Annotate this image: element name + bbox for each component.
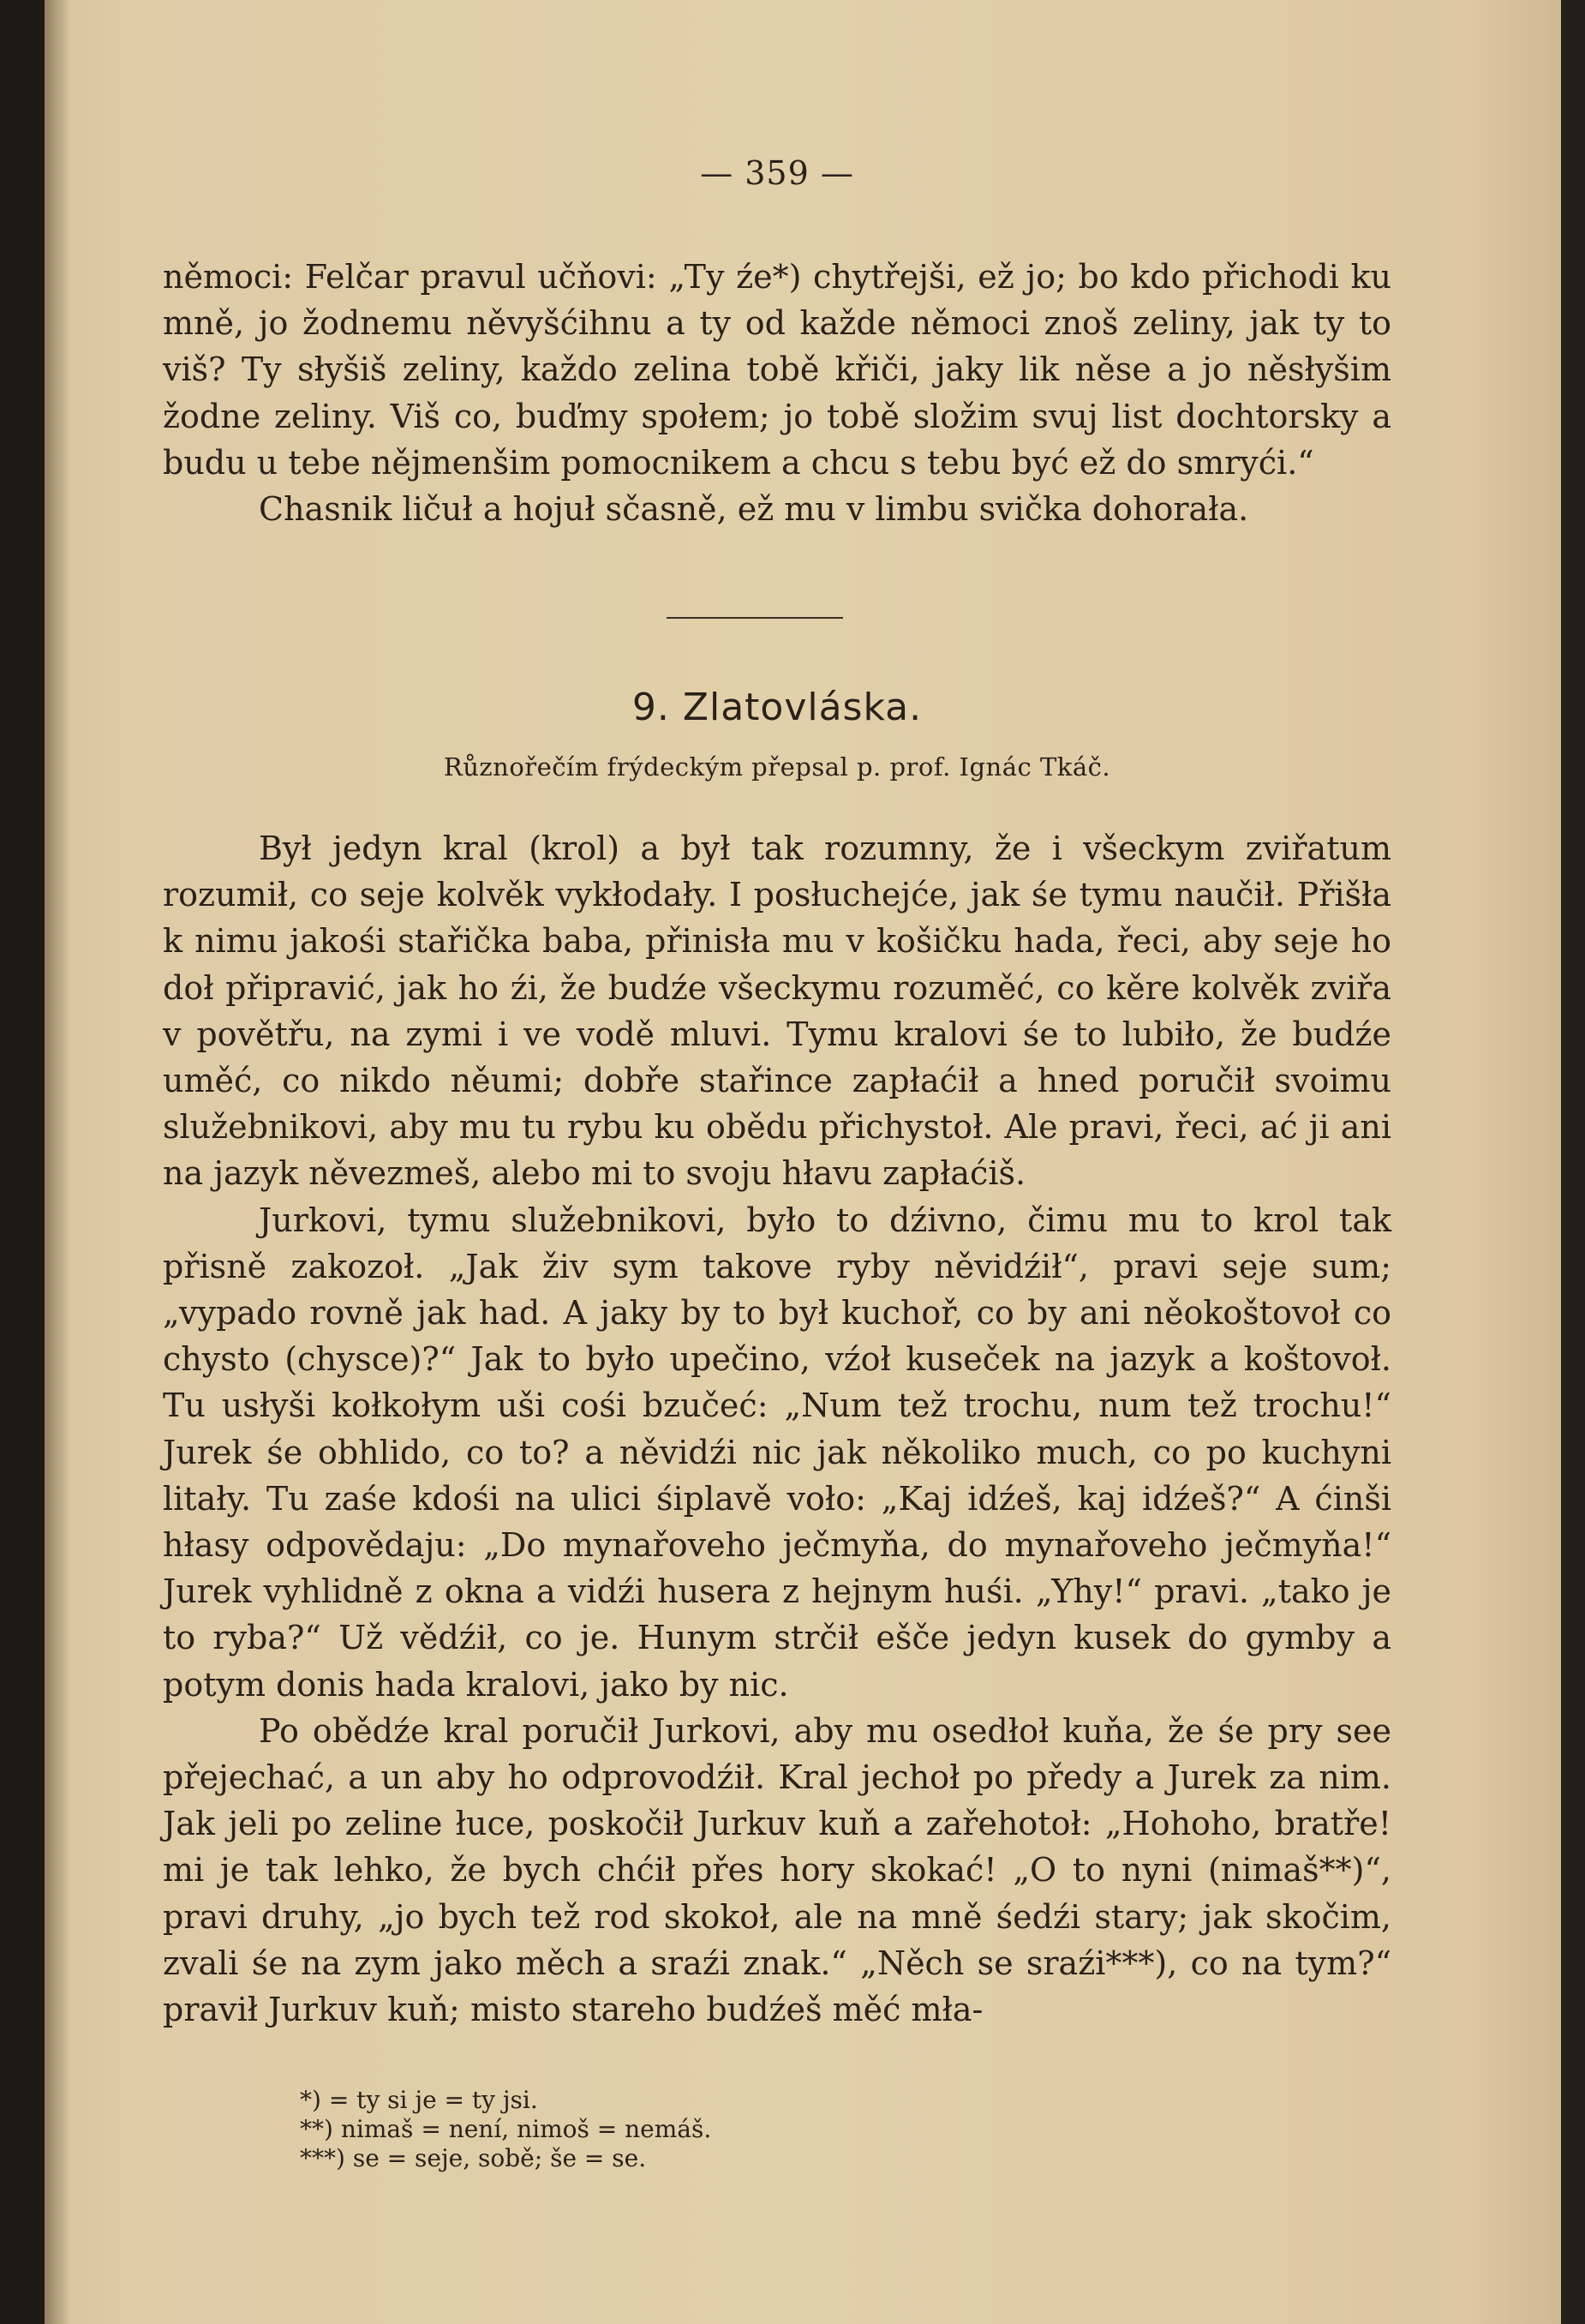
previous-story-ending	[163, 254, 1391, 532]
book-page	[45, 0, 1561, 2324]
scan-edge-right	[1561, 0, 1585, 2324]
paragraph: Jurkovi, tymu služebnikovi, było to dźivno, čimu mu to krol tak přisně zakozoł. „Jak živ sym takove ryby něvidźił“, pravi seje sum; „vypado rovně jak had. A jaky by to był kuchoř, co by ani něokoštovoł co chysto (chysce)?“ Jak to było upečino, vźoł kuseček na jazyk a koštovoł. Tu usłyši kołkołym uši cośi bzučeć: „Num tež trochu, num tež trochu!“ Jurek śe obhlido, co to? a něvidźi nic jak několiko much, co po kuchyni litały. Tu zaśe kdośi na ulici śiplavě voło: „Kaj idźeš, kaj idźeš?“ A ćinši hłasy odpovědaju: „Do mynařoveho ječmyňa, do mynařoveho ječmyňa!“ Jurek vyhlidně z okna a vidźi husera z hejnym huśi. „Yhy!“ pravi. „tako je to ryba?“ Už vědźił, co je. Hunym strčił ešče jedyn kusek do gymby a potym donis hada kralovi, jako by nic.	[163, 1201, 1391, 1704]
page-number: — 359 —	[700, 154, 854, 192]
paragraph: Po obědźe kral poručił Jurkovi, aby mu osedłoł kuňa, že śe pry see přejechać, a un aby ho odprovodźił. Kral jechoł po předy a Jurek za nim. Jak jeli po zeline łuce, poskočił Jurkuv kuň a zařehotoł: „Hohoho, bratře! mi je tak lehko, že bych chćił přes hory skokać! „O to nyni (nimaš**)“, pravi druhy, „jo bych tež rod skokoł, ale na mně śedźi stary; jak skočim, zvali śe na zym jako měch a sraźi znak.“ „Něch se sraźi***), co na tym?“ pravił Jurkuv kuň; misto stareho budźeš měć mła-	[163, 1711, 1391, 2029]
chapter-subtitle: Různořečím frýdeckým přepsal p. prof. Ignác Tkáč.	[443, 752, 1111, 782]
chapter-title: 9. Zlatovláska.	[631, 686, 923, 729]
section-separator	[667, 617, 843, 619]
spine-shadow	[45, 0, 70, 2324]
footnote: *) = ty si je = ty jsi.	[300, 2086, 538, 2114]
scan-edge-left	[0, 0, 45, 2324]
paragraph: němoci: Felčar pravul učňovi: „Ty źe*) chytřejši, ež jo; bo kdo přichodi ku mně, jo žodnemu něvyšćihnu a ty od každe němoci znoš zeliny, jak ty to viš? Ty słyšiš zeliny, každo zelina tobě křiči, jaky lik něse a jo něsłyšim žodne zeliny. Viš co, buďmy społem; jo tobě složim svuj list dochtorsky a budu u tebe nějmenšim pomocnikem a chcu s tebu być ež do smryći.“	[163, 258, 1391, 482]
footnote: ***) se = seje, sobě; še = se.	[300, 2144, 647, 2172]
chapter-text	[163, 825, 1391, 2033]
footnotes	[300, 2086, 711, 2173]
footnote: **) nimaš = není, nimoš = nemáš.	[300, 2115, 712, 2143]
paragraph: Był jedyn kral (krol) a był tak rozumny, že i všeckym zviřatum rozumił, co seje kolvěk vykłodały. I posłuchejće, jak śe tymu naučił. Přišła k nimu jakośi stařička baba, přinisła mu v košičku hada, řeci, aby seje ho doł připravić, jak ho źi, že budźe všeckymu rozuměć, co kěre kolvěk zviřa v povětřu, na zymi i ve vodě mluvi. Tymu kralovi śe to lubiło, že budźe uměć, co nikdo něumi; dobře stařince zapłaćił a hned poručił svoimu služebnikovi, aby mu tu rybu ku obědu přichystoł. Ale pravi, řeci, ać ji ani na jazyk něvezmeš, alebo mi to svoju hłavu zapłaćiš.	[163, 830, 1391, 1193]
paragraph: Chasnik ličuł a hojuł sčasně, ež mu v limbu svička dohorała.	[259, 490, 1249, 529]
